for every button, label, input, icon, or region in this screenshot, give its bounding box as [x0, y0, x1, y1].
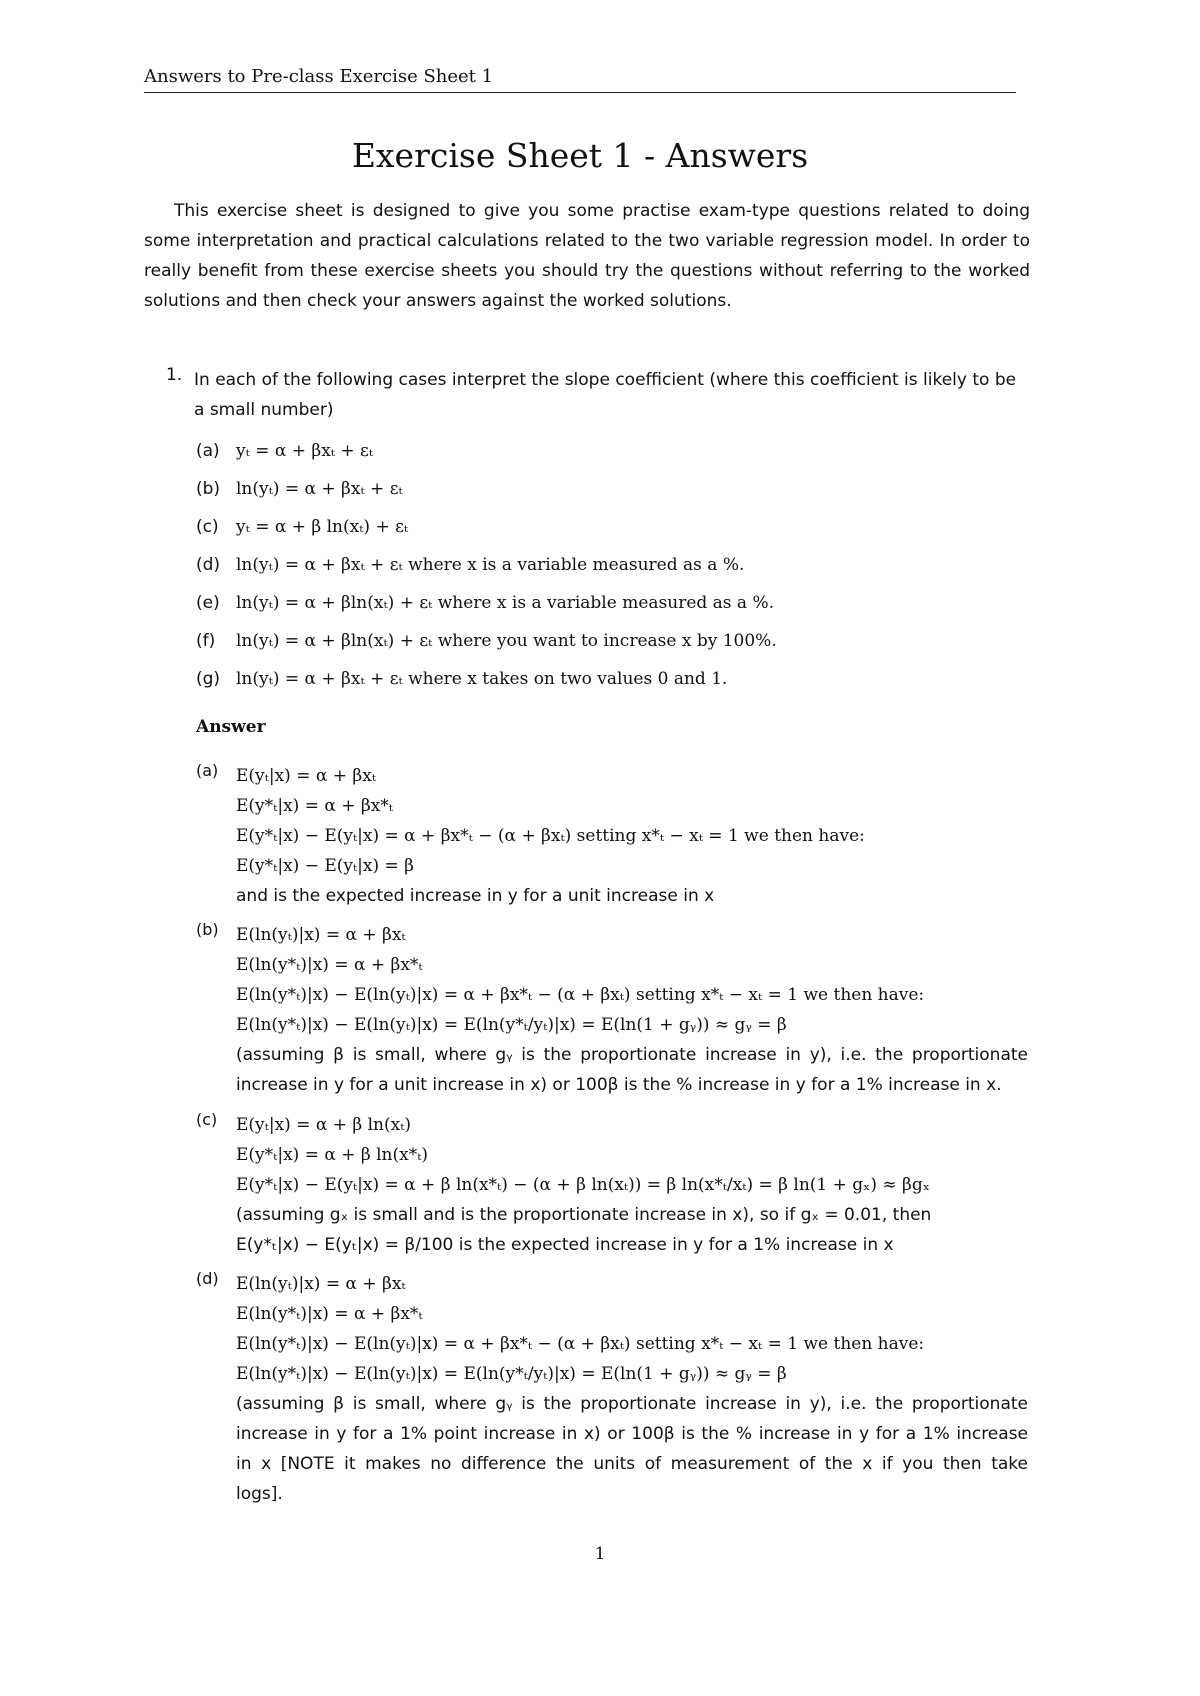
part-label: (b)	[196, 479, 221, 499]
question-part	[196, 669, 777, 707]
answer-line: (assuming β is small, where gᵧ is the proportionate increase in y), i.e. the proportionate	[236, 1045, 1028, 1065]
answer-block-b	[196, 920, 1028, 1100]
question-part	[196, 441, 777, 479]
part-label: (f)	[196, 631, 216, 651]
answer-line: E(y*ₜ|x) − E(yₜ|x) = α + βx*ₜ − (α + βxₜ) setting x*ₜ − xₜ = 1 we then have:	[236, 826, 865, 846]
answer-label: (b)	[196, 920, 219, 939]
part-label: (d)	[196, 555, 221, 575]
page-title: Exercise Sheet 1 - Answers	[351, 136, 809, 175]
answer-line: E(y*ₜ|x) − E(yₜ|x) = β/100 is the expected increase in y for a 1% increase in x	[236, 1235, 894, 1255]
answer-line: E(yₜ|x) = α + β ln(xₜ)	[236, 1115, 412, 1135]
answer-line: logs].	[236, 1484, 283, 1504]
answer-line: E(ln(yₜ)|x) = α + βxₜ	[236, 1274, 406, 1294]
answer-line: E(ln(y*ₜ)|x) = α + βx*ₜ	[236, 1304, 423, 1324]
part-equation: ln(yₜ) = α + βln(xₜ) + εₜ where x is a variable measured as a %.	[236, 593, 775, 613]
question-part	[196, 479, 777, 517]
part-equation: ln(yₜ) = α + βxₜ + εₜ	[236, 479, 403, 499]
question-text: In each of the following cases interpret the slope coefficient (where this coefficient is likely to be a small number)	[194, 370, 1017, 420]
answer-line: E(ln(yₜ)|x) = α + βxₜ	[236, 925, 406, 945]
answer-line: E(y*ₜ|x) − E(yₜ|x) = α + β ln(x*ₜ) − (α + β ln(xₜ)) = β ln(x*ₜ/xₜ) = β ln(1 + gₓ) ≈ βgₓ	[236, 1175, 930, 1195]
answer-line: E(ln(y*ₜ)|x) − E(ln(yₜ)|x) = E(ln(y*ₜ/yₜ)|x) = E(ln(1 + gᵧ)) ≈ gᵧ = β	[236, 1015, 787, 1035]
part-equation: yₜ = α + β ln(xₜ) + εₜ	[236, 517, 409, 537]
question-parts-list	[196, 441, 777, 707]
question-part	[196, 593, 777, 631]
part-equation: ln(yₜ) = α + βxₜ + εₜ where x is a variable measured as a %.	[236, 555, 745, 575]
part-label: (a)	[196, 441, 220, 461]
answer-line: (assuming gₓ is small and is the proportionate increase in x), so if gₓ = 0.01, then	[236, 1205, 932, 1225]
answer-heading: Answer	[196, 717, 266, 737]
answer-line: E(ln(y*ₜ)|x) − E(ln(yₜ)|x) = E(ln(y*ₜ/yₜ)|x) = E(ln(1 + gᵧ)) ≈ gᵧ = β	[236, 1364, 787, 1384]
part-equation: ln(yₜ) = α + βxₜ + εₜ where x takes on two values 0 and 1.	[236, 669, 728, 689]
answer-line: in x [NOTE it makes no difference the units of measurement of the x if you then take	[236, 1454, 1028, 1474]
answer-block-d	[196, 1269, 1028, 1509]
part-label: (g)	[196, 669, 221, 689]
answer-block-c	[196, 1110, 988, 1260]
part-equation: yₜ = α + βxₜ + εₜ	[236, 441, 374, 461]
running-head: Answers to Pre-class Exercise Sheet 1	[144, 66, 1016, 93]
question-part	[196, 631, 777, 669]
answer-line: E(ln(y*ₜ)|x) = α + βx*ₜ	[236, 955, 423, 975]
answer-label: (d)	[196, 1269, 219, 1288]
part-label: (c)	[196, 517, 219, 537]
answer-line: E(yₜ|x) = α + βxₜ	[236, 766, 376, 786]
answer-line: E(ln(y*ₜ)|x) − E(ln(yₜ)|x) = α + βx*ₜ − (α + βxₜ) setting x*ₜ − xₜ = 1 we then have:	[236, 1334, 925, 1354]
answer-line: E(y*ₜ|x) = α + βx*ₜ	[236, 796, 393, 816]
answer-block-a	[196, 761, 988, 911]
answer-line: increase in y for a unit increase in x) or 100β is the % increase in y for a 1% increase in x.	[236, 1075, 1002, 1095]
answer-line: E(y*ₜ|x) − E(yₜ|x) = β	[236, 856, 415, 876]
answer-line: E(y*ₜ|x) = α + β ln(x*ₜ)	[236, 1145, 429, 1165]
answer-label: (c)	[196, 1110, 218, 1129]
answer-line: E(ln(y*ₜ)|x) − E(ln(yₜ)|x) = α + βx*ₜ − (α + βxₜ) setting x*ₜ − xₜ = 1 we then have:	[236, 985, 925, 1005]
answer-line: increase in y for a 1% point increase in x) or 100β is the % increase in y for a 1% increase	[236, 1424, 1028, 1444]
intro-paragraph: This exercise sheet is designed to give you some practise exam-type questions related to doing some interpretation and practical calculations related to the two variable regression model. In order to really benefit from these exercise sheets you should try the questions without referring to the worked solutions and then check your answers against the worked solutions.	[144, 201, 1030, 311]
part-equation: ln(yₜ) = α + βln(xₜ) + εₜ where you want to increase x by 100%.	[236, 631, 777, 651]
page-number: 1	[594, 1544, 606, 1564]
part-label: (e)	[196, 593, 220, 613]
answer-label: (a)	[196, 761, 219, 780]
question-number: 1.	[166, 365, 183, 385]
question-part	[196, 555, 777, 593]
question-part	[196, 517, 777, 555]
answer-line: (assuming β is small, where gᵧ is the proportionate increase in y), i.e. the proportionate	[236, 1394, 1028, 1414]
answer-line: and is the expected increase in y for a unit increase in x	[236, 886, 715, 906]
